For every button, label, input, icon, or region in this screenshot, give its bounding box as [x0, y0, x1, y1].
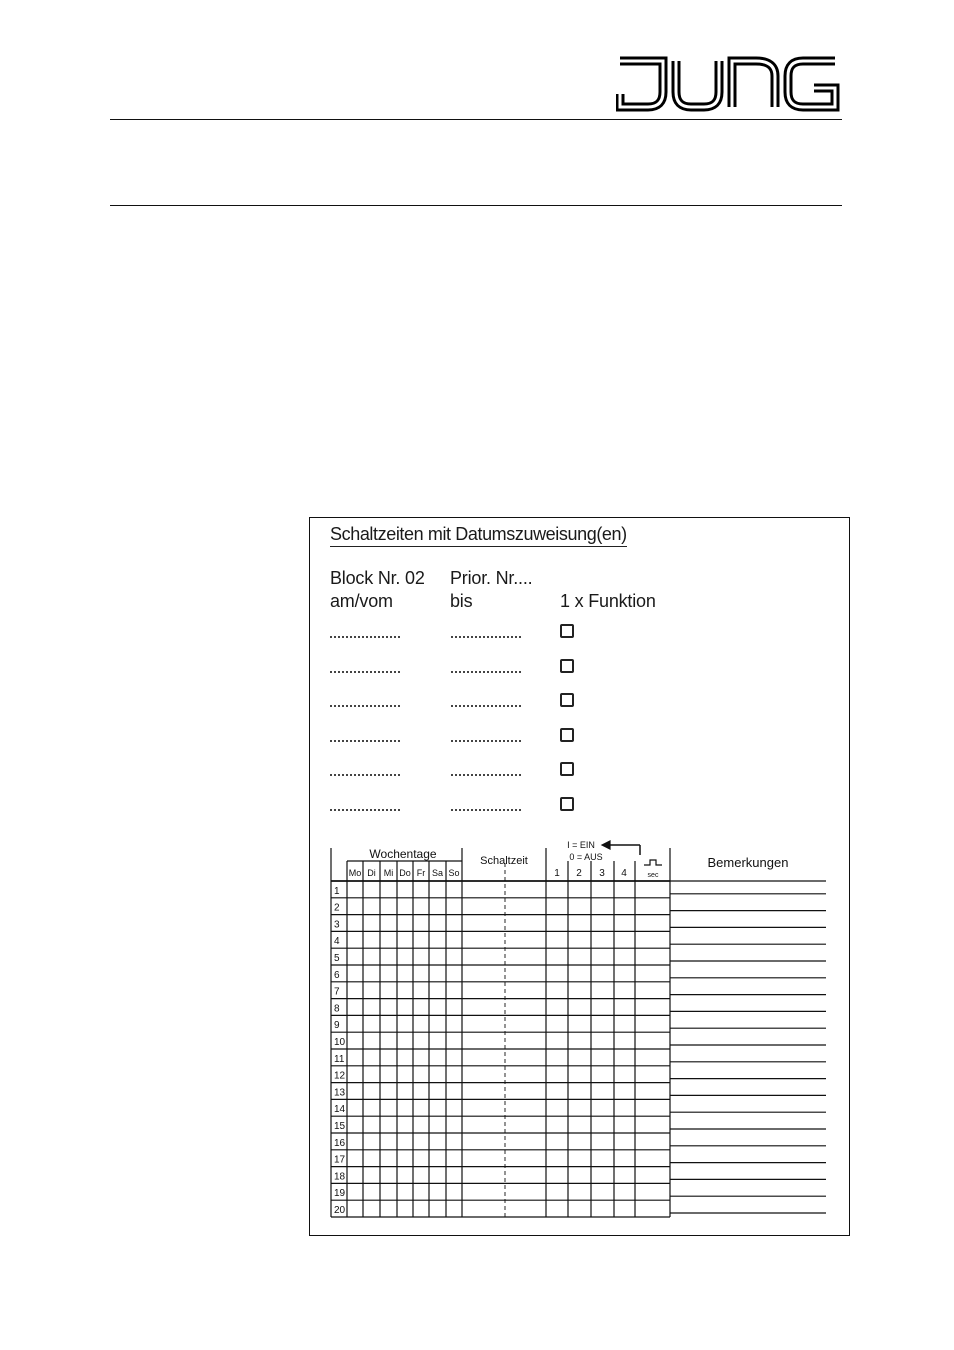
weekday-label-mo: Mo	[348, 868, 362, 878]
switch-time-header: Schaltzeit	[480, 855, 528, 867]
row-number: 20	[334, 1205, 346, 1216]
row-number: 1	[334, 885, 340, 897]
priority-label: Prior. Nr....	[450, 568, 533, 588]
switch-time-table	[310, 833, 849, 1233]
row-number: 18	[334, 1171, 346, 1183]
function-checkbox	[560, 728, 574, 742]
row-number: 16	[334, 1137, 346, 1149]
weekday-label-di: Di	[367, 868, 376, 878]
row-number: 7	[334, 986, 340, 998]
from-date-blank	[330, 809, 400, 811]
row-number: 8	[334, 1003, 340, 1015]
row-number: 3	[334, 919, 340, 931]
header-rule-top	[110, 119, 842, 120]
row-number: 6	[334, 969, 340, 981]
remarks-header: Bemerkungen	[707, 855, 789, 870]
sec-label: sec	[647, 872, 659, 879]
weekday-label-sa: Sa	[431, 868, 444, 878]
legend-arrow-head	[602, 841, 610, 849]
row-number: 2	[334, 902, 340, 914]
weekday-label-fr: Fr	[416, 868, 426, 878]
from-date-blank	[330, 774, 400, 776]
row-number: 19	[334, 1188, 346, 1200]
channel-label-2: 2	[576, 868, 582, 879]
row-number: 4	[334, 936, 340, 948]
row-number: 13	[334, 1087, 346, 1099]
form-title: Schaltzeiten mit Datumszuweisung(en)	[330, 524, 627, 547]
row-number: 9	[334, 1020, 340, 1032]
block-number-label: Block Nr. 02	[330, 568, 425, 588]
to-date-blank	[451, 705, 521, 707]
legend-on: I = EIN	[567, 840, 595, 850]
to-date-blank	[451, 774, 521, 776]
to-date-label: bis	[450, 591, 473, 611]
to-date-blank	[451, 809, 521, 811]
to-date-blank	[451, 671, 521, 673]
weekday-label-do: Do	[399, 868, 411, 878]
function-label: 1 x Funktion	[560, 591, 656, 611]
row-number: 11	[334, 1053, 345, 1065]
channel-label-1: 1	[554, 868, 560, 879]
pulse-icon	[644, 860, 662, 865]
function-checkbox	[560, 693, 574, 707]
legend-off: 0 = AUS	[569, 852, 603, 862]
channel-label-3: 3	[599, 868, 605, 879]
to-date-blank	[451, 740, 521, 742]
row-number: 12	[334, 1070, 346, 1082]
channel-label-4: 4	[621, 868, 627, 879]
from-date-blank	[330, 705, 400, 707]
schedule-form-figure	[309, 517, 850, 1236]
function-checkbox	[560, 624, 574, 638]
from-date-label: am/vom	[330, 591, 393, 611]
row-number: 5	[334, 953, 340, 964]
weekday-label-mi: Mi	[383, 868, 394, 878]
weekday-label-so: So	[448, 868, 460, 878]
jung-logo	[616, 56, 842, 112]
function-checkbox	[560, 762, 574, 776]
header-rule-bottom	[110, 205, 842, 206]
from-date-blank	[330, 740, 400, 742]
weekdays-header: Wochentage	[369, 847, 437, 861]
function-checkbox	[560, 797, 574, 811]
from-date-blank	[330, 636, 400, 638]
row-number: 10	[334, 1037, 346, 1048]
row-number: 14	[334, 1104, 346, 1116]
row-number: 15	[334, 1121, 346, 1132]
row-number: 17	[334, 1154, 346, 1166]
function-checkbox	[560, 659, 574, 673]
to-date-blank	[451, 636, 521, 638]
from-date-blank	[330, 671, 400, 673]
